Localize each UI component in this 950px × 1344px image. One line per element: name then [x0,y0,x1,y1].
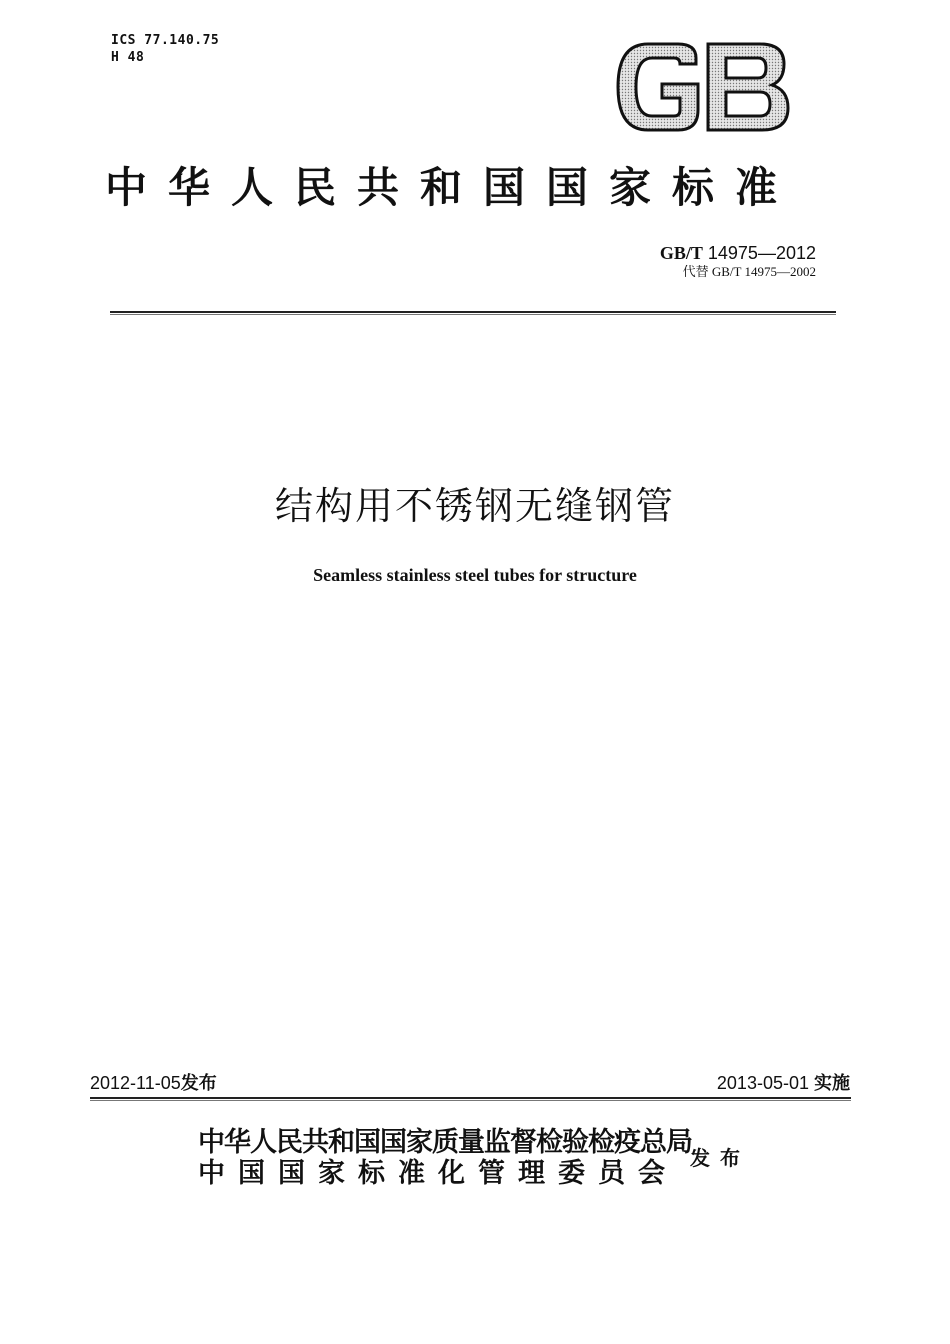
issue-date-label: 发布 [180,1073,217,1094]
ics-code: ICS 77.140.75 [111,33,220,48]
document-title-en: Seamless stainless steel tubes for structure [313,565,637,585]
standard-number [660,242,816,264]
effective-date-label: 实施 [814,1073,850,1094]
issuer-aqsiq: 中华人民共和国国家质量监督检验检疫总局 [198,1127,692,1158]
issue-date-value: 2012-11-05 [90,1073,181,1093]
effective-date [717,1071,850,1096]
classification-code: H 48 [111,50,145,65]
top-divider-thin [110,314,836,315]
national-standard-title: 中华人民共和国国家标准 [105,163,799,212]
issuer-sac: 中国国家标准化管理委员会 [198,1158,678,1189]
document-title-cn: 结构用不锈钢无缝钢管 [274,484,675,528]
gb-logo [612,40,790,134]
bottom-divider-thin [90,1100,851,1101]
publish-label: 发布 [690,1146,750,1170]
standard-number-prefix: GB/T [659,243,703,263]
replaces-standard: 代替 GB/T 14975—2002 [682,264,816,279]
effective-date-value: 2013-05-01 [716,1073,809,1093]
standard-number-value: 14975—2012 [707,243,816,263]
bottom-divider [90,1097,851,1099]
ics-block [111,32,219,66]
issue-date [90,1071,217,1096]
top-divider [110,311,836,313]
